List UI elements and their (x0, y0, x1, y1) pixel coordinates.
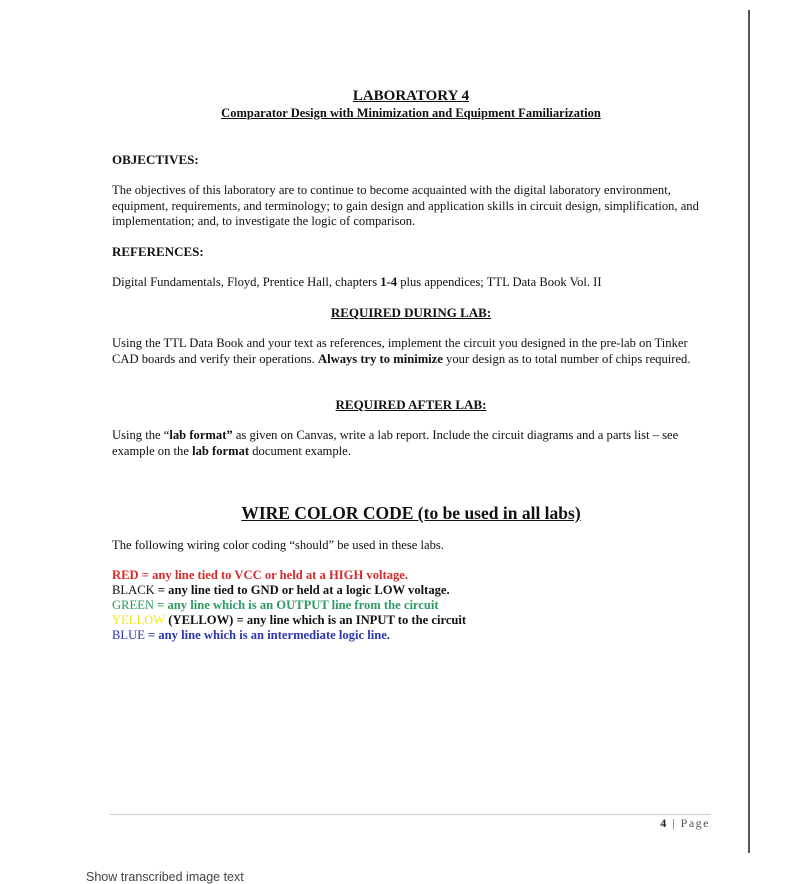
wire-code-green (112, 598, 439, 613)
footer-divider (110, 814, 711, 815)
wire-code-yellow (112, 613, 466, 628)
wire-code-red (112, 568, 408, 583)
during-lab-heading: REQUIRED DURING LAB: (330, 305, 492, 320)
blue-word: BLUE (112, 628, 145, 642)
after-lab-bold-1: lab format” (169, 428, 233, 442)
red-word: RED (112, 568, 139, 582)
after-lab-bold-2: lab format (192, 443, 250, 458)
objectives-heading: OBJECTIVES: (112, 152, 199, 167)
references-chapters: 1-4 (380, 275, 398, 289)
references-heading: REFERENCES: (112, 244, 204, 259)
footer-separator: | (667, 816, 681, 830)
yellow-text: = any line which is an INPUT to the circuit (233, 613, 467, 627)
red-text: = any line tied to VCC or held at a HIGH voltage. (138, 568, 409, 582)
green-word: GREEN (112, 598, 154, 612)
references-text-start: Digital Fundamentals, Floyd, Prentice Hall, chapters (112, 275, 381, 289)
wire-code-blue (112, 628, 390, 643)
after-lab-text (112, 428, 712, 459)
after-lab-text-3: document example. (249, 443, 351, 458)
show-transcribed-text-link[interactable]: Show transcribed image text (86, 870, 244, 884)
yellow-word: YELLOW (112, 613, 166, 627)
green-text: = any line which is an OUTPUT line from the circuit (153, 598, 439, 612)
wire-code-title: WIRE COLOR CODE (to be used in all labs) (241, 503, 581, 523)
page-footer (660, 816, 710, 831)
blue-text: = any line which is an intermediate logic line. (144, 628, 390, 642)
during-lab-emphasis: Always try to minimize (318, 351, 443, 366)
wire-code-black (112, 583, 450, 598)
during-lab-text-end: your design as to total number of chips required. (442, 351, 691, 366)
during-lab-text-start: Using the TTL Data Book and your text as references, implement the circuit you designed in the pre-lab on Tinker CAD boards and verify their operations. (112, 336, 688, 366)
references-text-end: plus appendices; TTL Data Book Vol. II (397, 275, 602, 289)
yellow-label: (YELLOW) (165, 613, 234, 627)
objectives-text: The objectives of this laboratory are to continue to become acquainted with the digital laboratory environment, equipment, requirements, and terminology; to gain design and application skills in circuit design, simplification, and implementation; and, to investigate the logic of comparison. (112, 183, 699, 228)
after-lab-heading: REQUIRED AFTER LAB: (335, 397, 487, 412)
during-lab-text (112, 336, 712, 367)
lab-subtitle: Comparator Design with Minimization and Equipment Familiarization (221, 106, 601, 120)
after-lab-text-2: as given on Canvas, write a lab report. Include the circuit diagrams and a parts list – see example on the (112, 428, 679, 458)
references-text (112, 275, 712, 291)
black-text: = any line tied to GND or held at a logic LOW voltage. (154, 583, 450, 597)
lab-title: LABORATORY 4 (352, 88, 470, 104)
page-edge-divider (748, 10, 750, 853)
page-label: Page (680, 816, 710, 830)
after-lab-text-1: Using the “ (112, 428, 170, 442)
black-word: BLACK (112, 583, 155, 597)
page-number: 4 (660, 816, 668, 830)
wire-code-intro: The following wiring color coding “should” be used in these labs. (112, 538, 444, 552)
